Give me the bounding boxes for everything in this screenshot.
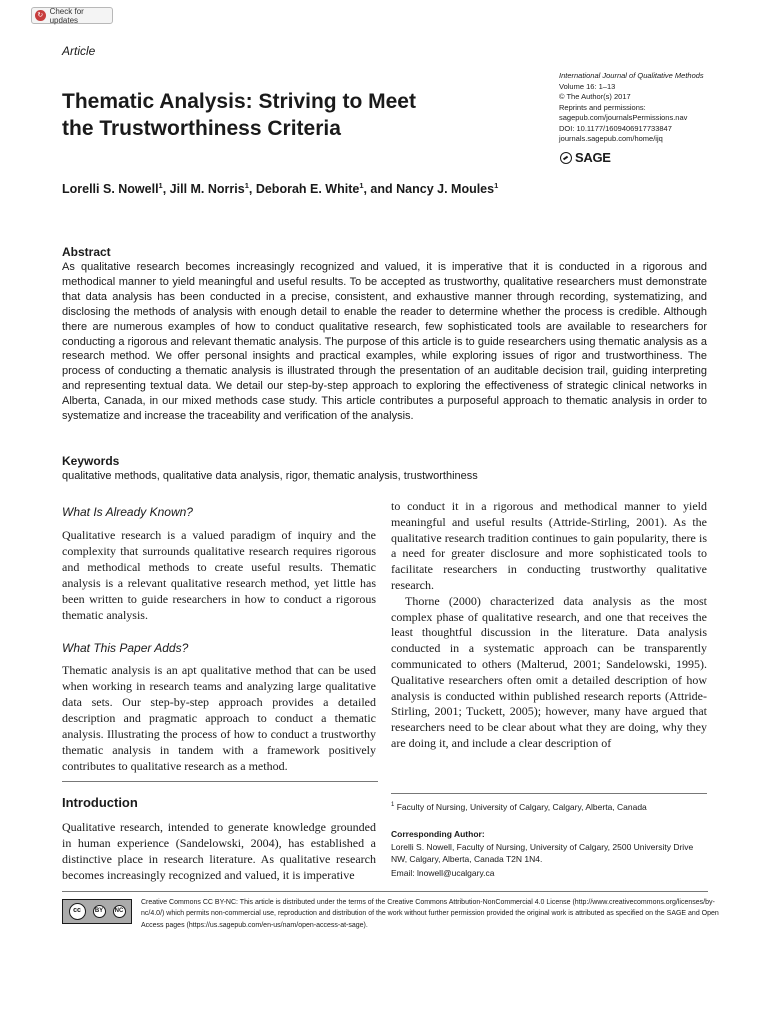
check-for-updates-button[interactable] [31,7,113,24]
noncommercial-icon: NC [113,905,126,918]
article-type-label: Article [62,44,96,58]
corresponding-author-heading: Corresponding Author: [391,829,485,839]
affiliation-footnote [391,802,707,812]
sage-logo-mark-icon [560,152,572,164]
already-known-text: Qualitative research is a valued paradigm of inquiry and the complexity that surrounds qualitative research requires rigorous and methodical methods to create useful results. Thematic analysis is a relevant qualitative research method, yet little has been written to guide researchers in how to conduct a rigorous thematic analysis. [62,528,376,622]
author-name: Lorelli S. Nowell [62,182,159,197]
author-affiliation-marker: 1 [158,181,163,190]
journal-name: International Journal of Qualitative Methods [559,71,704,80]
author-affiliation-marker: 1 [244,181,249,190]
abstract-text: As qualitative research becomes increasingly recognized and valued, it is imperative that it is conducted in a rigorous and methodical manner to yield meaningful and useful results. To be accepted as trustworthy, qualitative researchers must demonstrate that data analysis has been conducted in a precise, consistent, and exhaustive manner through recording, systematizing, and disclosing the methods of analysis with enough detail to enable the reader to determine whether the process is credible. Although there are numerous examples of how to conduct qualitative research, few sophisticated tools are available to researchers for conducting a rigorous and relevant thematic analysis. The purpose of this article is to guide researchers using thematic analysis as a research method. We offer personal insights and practical examples, while exploring issues of rigor and trustworthiness. The process of conducting a thematic analysis is illustrated through the presentation of an auditable decision trail, guiding interpreting and representing textual data. We detail our step-by-step approach to exploring the effectiveness of strategic clinical networks in Alberta, Canada, in our mixed methods case study. This article contributes a purposeful approach to thematic analysis in order to systematize and increase the traceability and verification of the analysis. [62,261,707,423]
author-affiliation-marker: 1 [494,181,499,190]
keywords-text: qualitative methods, qualitative data analysis, rigor, thematic analysis, trustworthiness [62,470,478,482]
paper-adds-text: Thematic analysis is an apt qualitative method that can be used when working in research teams and analyzing large qualitative data sets. Our step-by-step approach provides a detailed description and pragmatic approach to conduct a thematic analysis. Illustrating the process of how to conduct a trustworthy thematic analysis in tandem with a framework positively contributes to qualitative research as a method. [62,663,376,773]
paper-adds-heading: What This Paper Adds? [62,641,189,655]
sage-logo [560,150,611,165]
body-paragraph: Thorne (2000) characterized data analysis as the most complex phase of qualitative research, and one that receives the least thoughtful discussion in the literature. Data analysis conducted in a systematic approach can be transparently communicated to others (Malterud, 2001; Sandelowski, 1995). Qualitative researchers often omit a detailed description of how analysis is conducted within published research reports (Attride-Stirling, 2001; Tuckett, 2005); however, many have argued that researchers need to be clear about what they are doing, why they are doing it, and include a clear description of [391,593,707,750]
affiliation-number: 1 [391,802,395,809]
journal-volume: Volume 16: 1–13 [559,81,616,91]
left-column-divider [62,781,378,782]
journal-copyright: © The Author(s) 2017 [559,92,631,101]
introduction-heading: Introduction [62,795,138,810]
corresponding-author-email[interactable]: Email: lnowell@ucalgary.ca [391,868,495,878]
author-list [62,181,702,196]
journal-reprints: Reprints and permissions: [559,102,646,112]
abstract-heading: Abstract [62,245,111,259]
affiliation-text: Faculty of Nursing, University of Calgary, Calgary, Alberta, Canada [396,802,647,812]
right-column-body [391,499,707,752]
attribution-by-icon: BY [93,905,106,918]
introduction-text: Qualitative research, intended to generate knowledge grounded in human experience (Sandelowski, 2004), has established a distinctive place in research literature. As qualitative research becomes increasingly recognized and valued, it is imperative [62,820,376,882]
paper-title-line-1: Thematic Analysis: Striving to Meet [62,90,416,113]
creative-commons-icon: cc [69,903,86,920]
sage-logo-text: SAGE [575,150,611,165]
journal-doi[interactable]: DOI: 10.1177/1609406917733847 [559,123,672,133]
paper-title-line-2: the Trustworthiness Criteria [62,117,341,140]
license-divider [62,891,708,892]
author-name: Deborah E. White [255,182,360,197]
keywords-heading: Keywords [62,454,120,468]
journal-reprints-link[interactable]: sagepub.com/journalsPermissions.nav [559,113,688,122]
refresh-icon: ↻ [35,10,46,21]
author-name: Nancy J. Moules [396,182,495,197]
author-separator: , [248,182,256,197]
journal-info [559,71,739,145]
journal-homepage-link[interactable]: journals.sagepub.com/home/ijq [559,134,663,143]
footnote-divider [391,793,707,794]
body-paragraph: to conduct it in a rigorous and methodical manner to yield meaningful and useful results (Attride-Stirling, 2001). As the qualitative research tradition continues to gain popularity, there is a need for greater disclosure and more sophisticated tools to facilitate researchers in conducting trustworthy qualitative research. [391,499,707,592]
cc-license-badge[interactable] [62,899,132,924]
license-text: Creative Commons CC BY-NC: This article is distributed under the terms of the Creative Commons Attribution-NonCommercial 4.0 License (http://www.creativecommons.org/licenses/by-nc/4.0/) which permits non-commercial use, reproduction and distribution of the work without further permission provided the original work is attributed as specified on the SAGE and Open Access pages (https://us.sagepub.com/en-us/nam/open-access-at-sage). [141,899,719,929]
check-for-updates-label: Check for updates [49,6,84,25]
author-name: Jill M. Norris [169,182,245,197]
author-separator: , and [363,182,397,197]
already-known-heading: What Is Already Known? [62,505,193,519]
author-affiliation-marker: 1 [359,181,364,190]
author-separator: , [162,182,170,197]
paper-title [62,88,512,142]
corresponding-author-text: Lorelli S. Nowell, Faculty of Nursing, University of Calgary, 2500 University Drive NW, Calgary, Alberta, Canada T2N 1N4. [391,842,694,864]
